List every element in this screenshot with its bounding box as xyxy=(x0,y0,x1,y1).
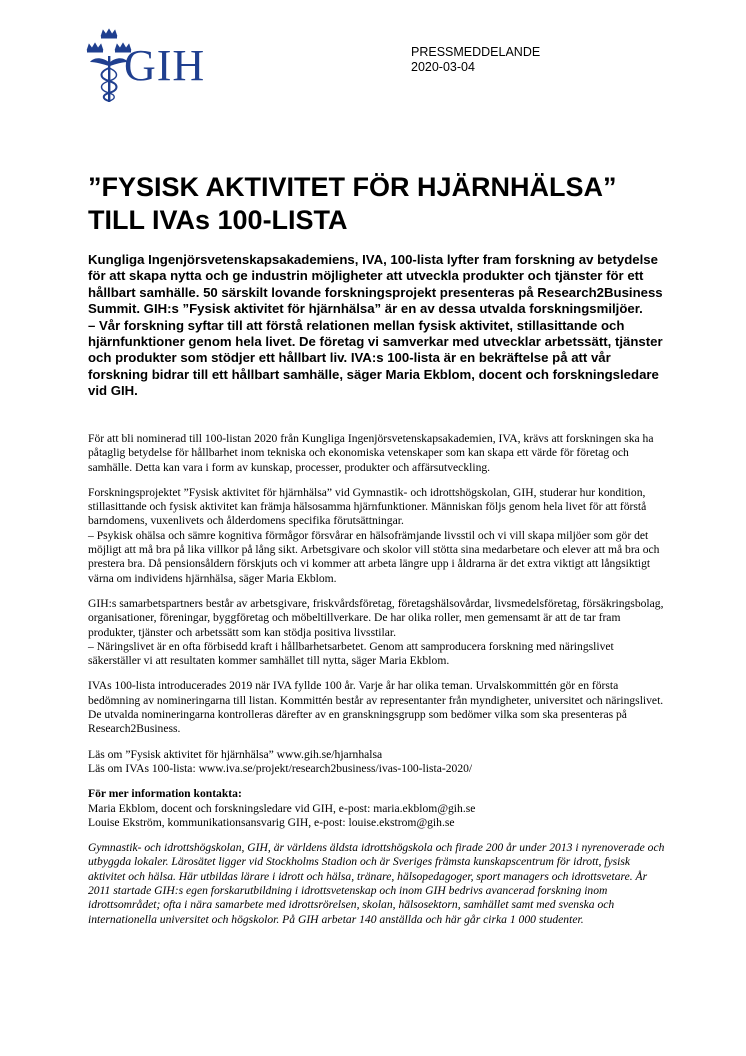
body-quote: – Näringslivet är en ofta förbisedd kraft i hållbarhetsarbetet. Genom att samproducera forskning med näringslivet säkerställer vi att resultaten kommer samhället till nytta, säger Maria Ekblom. xyxy=(88,639,614,668)
link-hjarnhalsa[interactable]: Läs om ”Fysisk aktivitet för hjärnhälsa” www.gih.se/hjarnhalsa xyxy=(88,747,383,761)
contact-maria-ekblom: Maria Ekblom, docent och forskningsledare vid GIH, e-post: maria.ekblom@gih.se xyxy=(88,801,476,815)
page-title: ”FYSISK AKTIVITET FÖR HJÄRNHÄLSA” TILL IVAs 100-LISTA xyxy=(88,172,617,235)
body-quote: – Psykisk ohälsa och sämre kognitiva förmågor försvårar en hälsofrämjande livsstil och vi vill skapa miljöer som gör det möjligt att må bra på lika villkor på lång sikt. Arbetsgivare och skolor vill stötta sina medarbetare och elever att må bra och prestera bra. Då pensionsåldern förskjuts och vi kommer att arbeta längre upp i åldrarna är det extra viktigt att långsiktigt värna om individens hjärnhälsa, säger Maria Ekblom. xyxy=(88,528,660,585)
contact-louise-ekstrom: Louise Ekström, kommunikationsansvarig GIH, e-post: louise.ekstrom@gih.se xyxy=(88,815,455,829)
body-text xyxy=(88,432,668,938)
links-paragraph xyxy=(88,748,668,777)
body-paragraph-text: GIH:s samarbetspartners består av arbetsgivare, friskvårdsföretag, företagshälsovårdar, livsmedelsföretag, försäkringsbolag, organisationer, föreningar, byggföretag och möbeltillverkare. De har olika roller, men gemensamt är att de tar fram produkter, tjänster och arbetssätt som kan stödja positiva livsstilar. xyxy=(88,596,664,639)
press-header xyxy=(411,45,540,75)
link-iva-100-lista[interactable]: Läs om IVAs 100-lista: www.iva.se/projekt/research2business/ivas-100-lista-2020/ xyxy=(88,761,473,775)
lead-section xyxy=(88,252,666,400)
about-gih: Gymnastik- och idrottshögskolan, GIH, är världens äldsta idrottshögskola och firade 200 år under 2013 i nyrenoverade och utbyggda lokaler. Lärosätet ligger vid Stockholms Stadion och är Sveriges främsta kunskapscentrum för idrott, fysisk aktivitet och hälsa. Här utbildas lärare i idrott och hälsa, tränare, hälsopedagoger, sport managers och idrottsvetare. År 2011 startade GIH:s egen forskarutbildning i idrottsvetenskap och inom GIH bedrivs avancerad forskning inom idrottsområdet; ofta i nära samarbete med idrottsrörelsen, skolan, hälsosektorn, samhället samt med svenska och internationella universitet och högskolor. På GIH arbetar 140 anställda och här går cirka 1 000 studenter. xyxy=(88,841,665,926)
lead-paragraph: Kungliga Ingenjörsvetenskapsakademiens, IVA, 100-lista lyfter fram forskning av betydelse för att skapa nytta och ge industrin möjligheter att utveckla produkter och tjänster för ett hållbart samhälle. 50 särskilt lovande forskningsprojekt presenteras på Research2Business Summit. GIH:s ”Fysisk aktivitet för hjärnhälsa” är en av dessa utvalda forskningsmiljöer. xyxy=(88,252,663,317)
press-label: PRESSMEDDELANDE xyxy=(411,45,541,59)
body-paragraph-text: Forskningsprojektet ”Fysisk aktivitet för hjärnhälsa” vid Gymnastik- och idrottshögskolan, GIH, studerar hur kondition, stillasittande och fysisk aktivitet kan främja hälsosamma hjärnfunktioner. Människan följs genom hela livet för att förstå barndomens, vuxenlivets och ålderdomens specifika förutsättningar. xyxy=(88,485,647,528)
press-date: 2020-03-04 xyxy=(411,60,475,74)
body-paragraph xyxy=(88,486,668,586)
body-paragraph: IVAs 100-lista introducerades 2019 när IVA fyllde 100 år. Varje år har olika teman. Urvalskommittén gör en första bedömning av nomineringarna till listan. Kommittén består av representanter från myndigheter, universitet och näringslivet. De utvalda nomineringarna kontrolleras därefter av en granskningsgrupp som bedömer vilka som ska presenteras på Research2Business. xyxy=(88,679,664,736)
contact-section xyxy=(88,787,668,830)
contact-heading: För mer information kontakta: xyxy=(88,787,242,801)
logo-wordmark: GIH xyxy=(124,41,206,90)
body-paragraph: För att bli nominerad till 100-listan 2020 från Kungliga Ingenjörsvetenskapsakademien, IVA, krävs att forskningen ska ha påtaglig betydelse för hållbarhet inom tekniska och ekonomiska vetenskaper som kan skapa ett värde för företag och samhälle. Detta kan vara i form av kunskap, processer, produkter och affärsutveckling. xyxy=(88,432,654,474)
body-paragraph xyxy=(88,597,668,668)
lead-quote: – Vår forskning syftar till att förstå relationen mellan fysisk aktivitet, stillasittande och hjärnfunktioner genom hela livet. De företag vi samverkar med utvecklar arbetssätt, tjänster och produkter som stödjer ett hållbart liv. IVA:s 100-lista är en bekräftelse på att vår forskning bidrar till ett hållbart samhälle, säger Maria Ekblom, docent och forskningsledare vid GIH. xyxy=(88,317,663,399)
